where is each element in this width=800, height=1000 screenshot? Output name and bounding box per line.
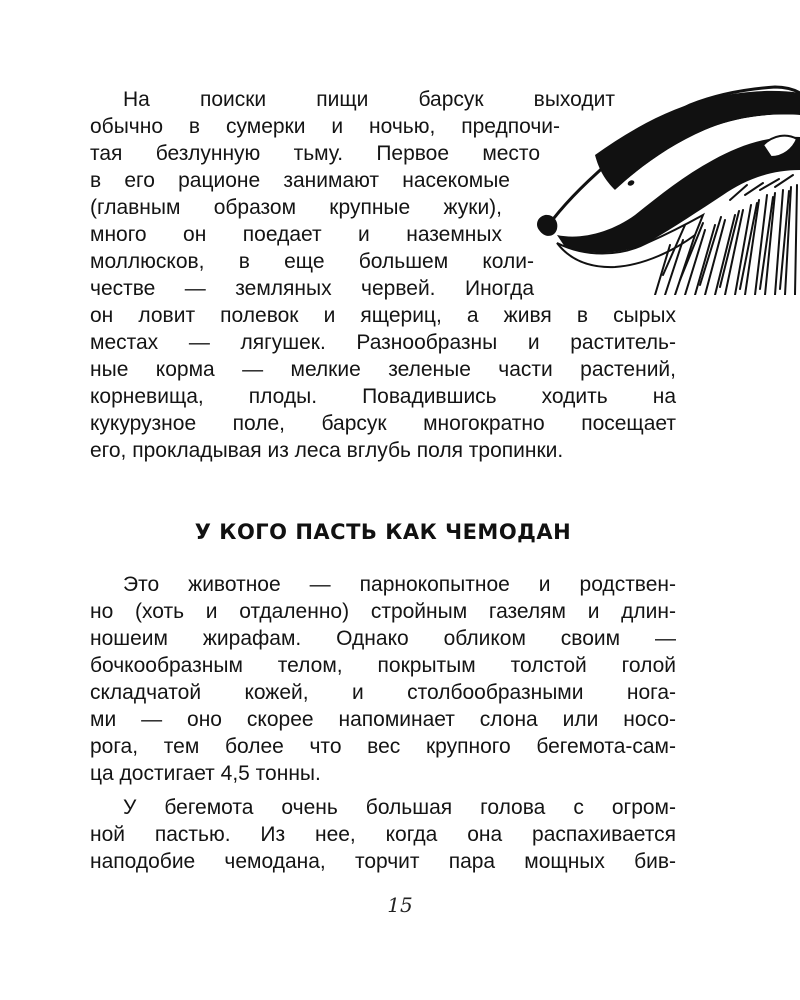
text-line: моллюсков, в еще большем коли- <box>90 250 534 273</box>
text-line: честве — земляных червей. Иногда <box>90 277 534 300</box>
text-line: ми — оно скорее напоминает слона или носо- <box>90 708 676 731</box>
section-heading: У КОГО ПАСТЬ КАК ЧЕМОДАН <box>194 520 572 544</box>
hippo-paragraph-1 <box>90 571 676 787</box>
text-line: ной пастью. Из нее, когда она распахивается <box>90 823 676 846</box>
text-line: ношеим жирафам. Однако обликом своим — <box>90 627 676 650</box>
text-line: местах — лягушек. Разнообразны и раститель- <box>90 331 676 354</box>
text-line: Это животное — парнокопытное и родствен- <box>123 573 676 596</box>
badger-paragraph <box>90 86 676 464</box>
text-line: корневища, плоды. Повадившись ходить на <box>90 385 676 408</box>
text-line: рога, тем более что вес крупного бегемота-сам- <box>90 735 676 758</box>
page-number: 15 <box>387 893 413 917</box>
text-line: На поиски пищи барсук выходит <box>123 88 615 111</box>
text-line: (главным образом крупные жуки), <box>90 196 502 219</box>
text-line: его, прокладывая из леса вглубь поля тропинки. <box>90 439 564 462</box>
text-line: но (хоть и отдаленно) стройным газелям и длин- <box>90 600 676 623</box>
text-line: кукурузное поле, барсук многократно посещает <box>90 412 676 435</box>
text-line: в его рационе занимают насекомые <box>90 169 510 192</box>
text-line: У бегемота очень большая голова с огром- <box>123 796 676 819</box>
text-line: наподобие чемодана, торчит пара мощных бив- <box>90 850 676 873</box>
text-line: обычно в сумерки и ночью, предпочи- <box>90 115 560 138</box>
hippo-paragraph-2 <box>90 794 676 875</box>
text-line: ца достигает 4,5 тонны. <box>90 762 321 785</box>
text-line: много он поедает и наземных <box>90 223 502 246</box>
text-line: тая безлунную тьму. Первое место <box>90 142 540 165</box>
text-line: складчатой кожей, и столбообразными нога- <box>90 681 676 704</box>
text-line: ные корма — мелкие зеленые части растений, <box>90 358 676 381</box>
text-line: бочкообразным телом, покрытым толстой голой <box>90 654 676 677</box>
text-line: он ловит полевок и ящериц, а живя в сырых <box>90 304 676 327</box>
